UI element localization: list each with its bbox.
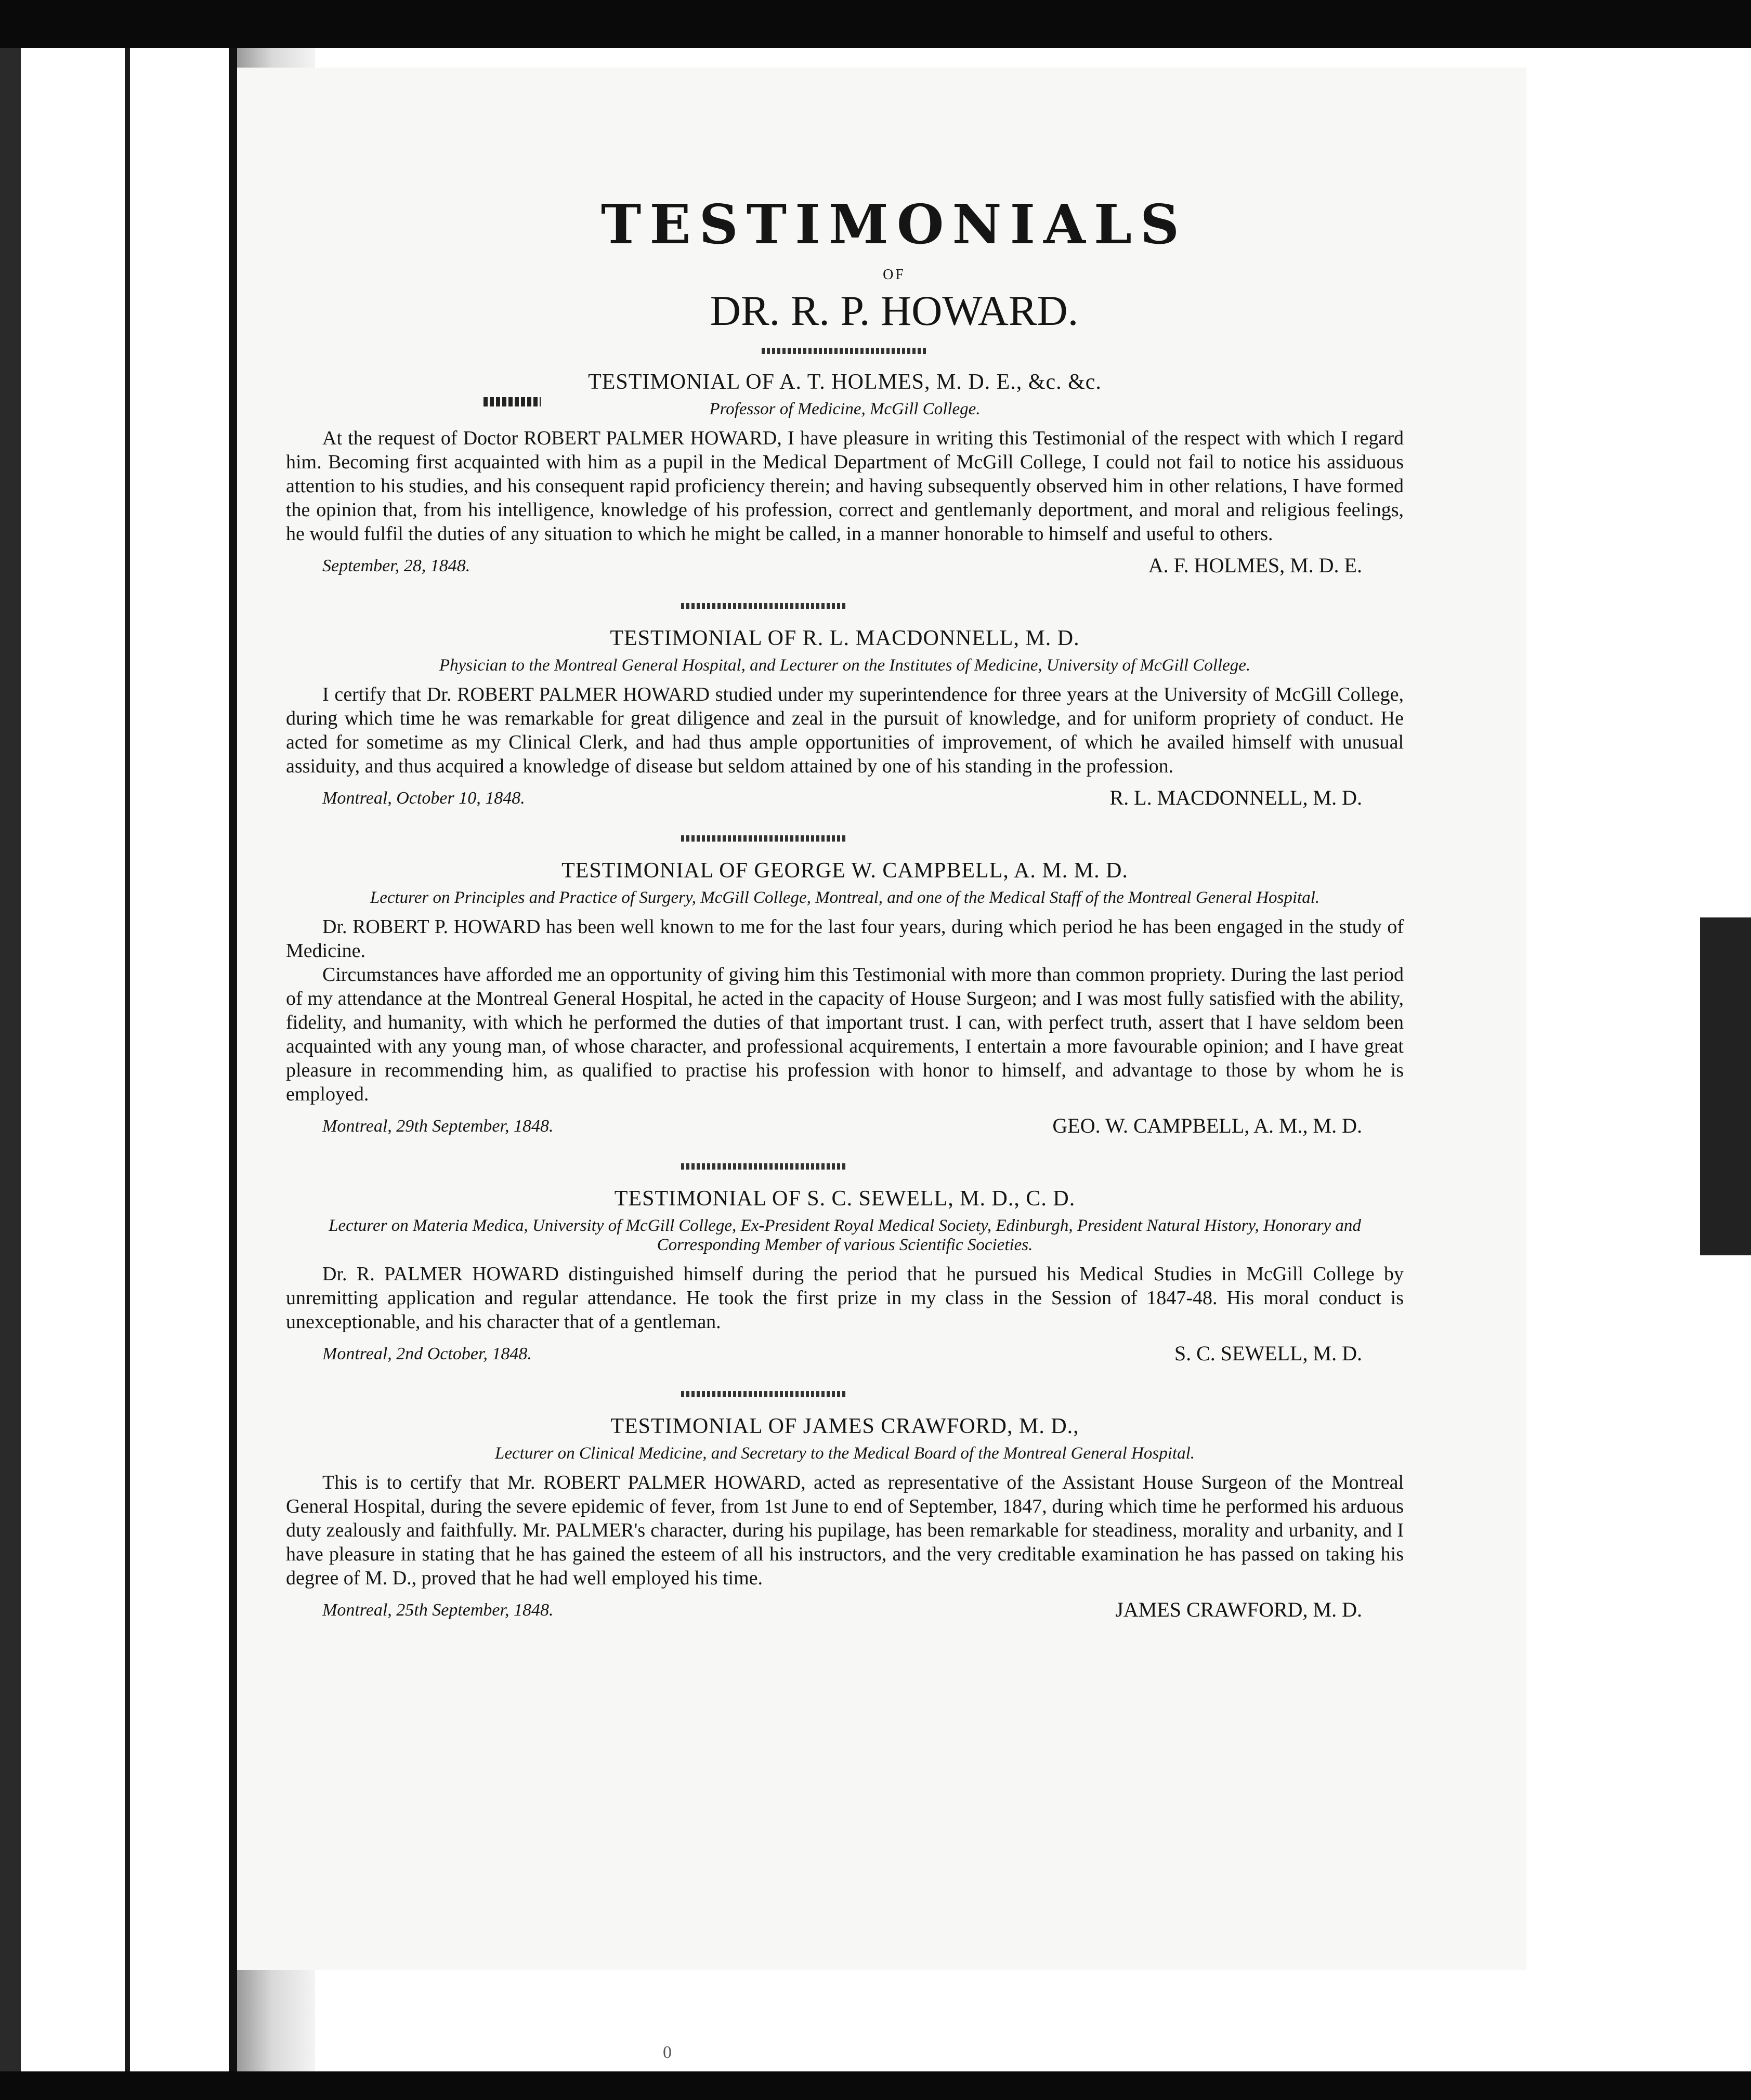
- page-edge-line: [125, 48, 130, 2071]
- testimonial-holmes: [286, 370, 1404, 582]
- title-of: OF: [883, 267, 906, 283]
- testimonial-date: Montreal, 2nd October, 1848.: [322, 1344, 532, 1363]
- testimonial-subtitle: Lecturer on Materia Medica, University of McGill College, Ex-President Royal Medical Society, Edinburgh, President Natural History, Honorary and Corresponding Member of various Scientific Societies.: [329, 1216, 1361, 1254]
- scan-left-strip: [0, 48, 21, 2071]
- testimonial-paragraph: Dr. ROBERT P. HOWARD has been well known to me for the last four years, during which period he has been engaged in the study of Medicine.: [286, 916, 1404, 962]
- testimonial-date: Montreal, 29th September, 1848.: [322, 1117, 554, 1136]
- testimonial-date: Montreal, October 10, 1848.: [322, 789, 525, 808]
- scan-bottom-border: [0, 2071, 1751, 2100]
- testimonial-signer: A. F. HOLMES, M. D. E.: [1148, 554, 1362, 577]
- testimonial-title: TESTIMONIAL OF S. C. SEWELL, M. D., C. D.: [614, 1187, 1076, 1211]
- testimonial-paragraph: I certify that Dr. ROBERT PALMER HOWARD studied under my superintendence for three years at the University of McGill College, during which time he was remarkable for great diligence and zeal in the pursuit of knowledge, and for uniform propriety of conduct. He acted for sometime as my Clinical Clerk, and had thus ample opportunities of improvement, of which he availed himself with unusual assiduity, and thus acquired a knowledge of disease but seldom attained by one of his standing in the profession.: [286, 684, 1404, 777]
- testimonial-crawford: [286, 1414, 1404, 1626]
- testimonial-macdonnell: [286, 626, 1404, 815]
- testimonial-signer: S. C. SEWELL, M. D.: [1174, 1342, 1362, 1365]
- testimonial-date: Montreal, 25th September, 1848.: [322, 1600, 554, 1620]
- document-title: TESTIMONIALS: [600, 192, 1188, 256]
- signature-line: [286, 1341, 1404, 1370]
- testimonial-subtitle: Lecturer on Principles and Practice of Surgery, McGill College, Montreal, and one of the Medical Staff of the Montreal General Hospital.: [370, 888, 1320, 907]
- testimonial-paragraph: Circumstances have afforded me an opportunity of giving him this Testimonial with more than common propriety. During the last period of my attendance at the Montreal General Hospital, he acted in the capacity of House Surgeon; and I was most fully satisfied with the ability, fidelity, and humanity, with which he performed the duties of that important trust. I can, with perfect truth, assert that I have seldom been acquainted with any young man, of whose character, and professional acquirements, I entertain a more favourable opinion; and I have great pleasure in recommending him, as qualified to practise his profession with honor to himself, and advantage to those by whom he is employed.: [286, 964, 1404, 1105]
- document-subject-name: DR. R. P. HOWARD.: [710, 287, 1079, 334]
- testimonial-date: September, 28, 1848.: [322, 556, 471, 575]
- scan-top-border: [0, 0, 1751, 48]
- ornamental-rule: [681, 1391, 847, 1397]
- testimonial-paragraph: At the request of Doctor ROBERT PALMER HOWARD, I have pleasure in writing this Testimonial of the respect with which I regard him. Becoming first acquainted with him as a pupil in the Medical Department of McGill College, I could not fail to notice his assiduous attention to his studies, and his consequent rapid proficiency therein; and having subsequently observed him in other relations, I have formed the opinion that, from his intelligence, knowledge of his profession, correct and gentlemanly deportment, and moral and religious feelings, he would fulfil the duties of any situation to which he might be called, in a manner honorable to himself and useful to others.: [286, 427, 1404, 545]
- document-content: [286, 192, 1404, 1626]
- ornamental-rule: [681, 603, 847, 609]
- page-edge-line: [229, 48, 237, 2071]
- testimonial-paragraph: Dr. R. PALMER HOWARD distinguished himself during the period that he pursued his Medical Studies in McGill College by unremitting application and regular attendance. He took the first prize in my class in the Session of 1847-48. His moral conduct is unexceptionable, and his character that of a gentleman.: [286, 1263, 1404, 1333]
- ornamental-rule: [681, 835, 847, 842]
- signature-line: [286, 1113, 1404, 1143]
- signature-line: [286, 785, 1404, 815]
- testimonial-campbell: [286, 858, 1404, 1143]
- testimonial-title: TESTIMONIAL OF GEORGE W. CAMPBELL, A. M. M. D.: [561, 859, 1128, 883]
- testimonial-title: TESTIMONIAL OF R. L. MACDONNELL, M. D.: [610, 626, 1080, 650]
- testimonial-title: TESTIMONIAL OF A. T. HOLMES, M. D. E., &c. &c.: [588, 370, 1102, 394]
- ornamental-rule: [762, 348, 928, 354]
- testimonial-signer: R. L. MACDONNELL, M. D.: [1109, 786, 1362, 809]
- testimonial-paragraph: This is to certify that Mr. ROBERT PALMER HOWARD, acted as representative of the Assistant House Surgeon of the Montreal General Hospital, during the severe epidemic of fever, from 1st June to end of September, 1847, during which time he performed his arduous duty zealously and faithfully. Mr. PALMER's character, during his pupilage, has been remarkable for steadiness, morality and urbanity, and I have pleasure in stating that he has gained the esteem of all his instructors, and the very creditable examination he has passed on taking his degree of M. D., proved that he had well employed his time.: [286, 1472, 1404, 1589]
- testimonial-subtitle: Lecturer on Clinical Medicine, and Secretary to the Medical Board of the Montreal General Hospital.: [494, 1444, 1195, 1463]
- testimonial-subtitle: Professor of Medicine, McGill College.: [709, 400, 981, 418]
- signature-line: [286, 553, 1404, 582]
- ornamental-rule: [681, 1163, 847, 1170]
- testimonial-signer: GEO. W. CAMPBELL, A. M., M. D.: [1052, 1114, 1362, 1137]
- signature-line: [286, 1597, 1404, 1626]
- testimonial-sewell: [286, 1186, 1404, 1370]
- page-mark: 0: [663, 2043, 672, 2062]
- testimonial-signer: JAMES CRAWFORD, M. D.: [1115, 1598, 1362, 1621]
- scan-clip: [1700, 917, 1751, 1255]
- testimonial-title: TESTIMONIAL OF JAMES CRAWFORD, M. D.,: [610, 1414, 1079, 1438]
- testimonial-subtitle: Physician to the Montreal General Hospital, and Lecturer on the Institutes of Medicine, University of McGill College.: [439, 656, 1251, 675]
